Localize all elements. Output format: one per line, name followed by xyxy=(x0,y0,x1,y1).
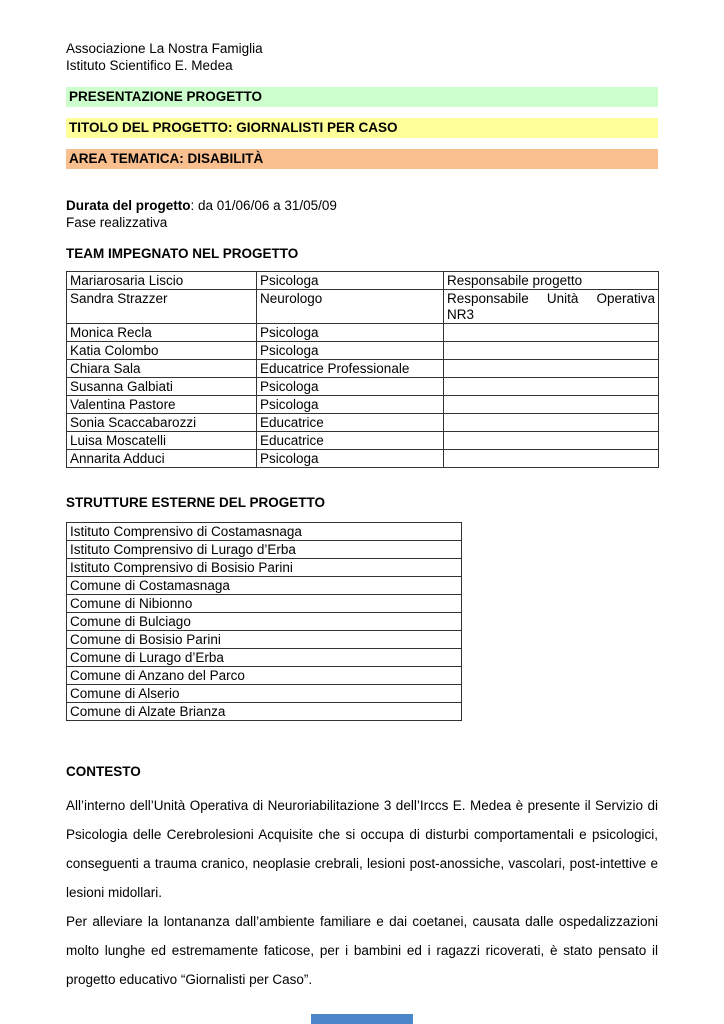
team-member-responsibility xyxy=(444,396,659,414)
team-member-role: Psicologa xyxy=(257,378,444,396)
team-section-title: TEAM IMPEGNATO NEL PROGETTO xyxy=(66,246,299,261)
context-paragraph: Per alleviare la lontananza dall’ambiente familiare e dai coetanei, causata dalle ospedalizzazioni molto lunghe ed estremamente faticose, per i bambini ed i ragazzi ricoverati, è stato pensato il progetto educativo “Giornalisti per Caso”. xyxy=(66,914,658,987)
team-member-responsibility xyxy=(444,378,659,396)
org-header xyxy=(66,40,658,74)
structure-row xyxy=(67,577,462,595)
team-member-responsibility xyxy=(444,360,659,378)
structure-name: Comune di Alzate Brianza xyxy=(67,703,462,721)
duration-value: : da 01/06/06 a 31/05/09 xyxy=(190,198,337,213)
structure-name: Istituto Comprensivo di Costamasnaga xyxy=(67,523,462,541)
structure-row xyxy=(67,631,462,649)
structure-name: Comune di Bulciago xyxy=(67,613,462,631)
team-member-responsibility xyxy=(444,342,659,360)
team-member-name: Susanna Galbiati xyxy=(67,378,257,396)
team-member-responsibility: Responsabile Unità Operativa NR3 xyxy=(444,290,659,324)
project-phase: Fase realizzativa xyxy=(66,215,168,230)
structure-row xyxy=(67,613,462,631)
banner-titolo: TITOLO DEL PROGETTO: GIORNALISTI PER CASO xyxy=(66,118,658,138)
structure-name: Comune di Anzano del Parco xyxy=(67,667,462,685)
org-name: Associazione La Nostra Famiglia xyxy=(66,41,263,56)
team-row xyxy=(67,432,659,450)
team-member-role: Educatrice xyxy=(257,432,444,450)
team-row xyxy=(67,450,659,468)
structure-row xyxy=(67,667,462,685)
team-member-role: Psicologa xyxy=(257,396,444,414)
structure-name: Istituto Comprensivo di Bosisio Parini xyxy=(67,559,462,577)
context-section-title: CONTESTO xyxy=(66,764,141,779)
structure-row xyxy=(67,559,462,577)
structure-row xyxy=(67,685,462,703)
team-member-name: Annarita Adduci xyxy=(67,450,257,468)
team-member-name: Mariarosaria Liscio xyxy=(67,272,257,290)
team-member-name: Monica Recla xyxy=(67,324,257,342)
structure-row xyxy=(67,541,462,559)
structure-name: Istituto Comprensivo di Lurago d’Erba xyxy=(67,541,462,559)
team-member-role: Educatrice xyxy=(257,414,444,432)
structure-name: Comune di Bosisio Parini xyxy=(67,631,462,649)
duration-label: Durata del progetto xyxy=(66,198,191,213)
structure-name: Comune di Alserio xyxy=(67,685,462,703)
page-progress-bar xyxy=(311,1014,413,1024)
team-member-responsibility xyxy=(444,450,659,468)
team-member-responsibility xyxy=(444,414,659,432)
team-member-role: Psicologa xyxy=(257,450,444,468)
team-member-role: Educatrice Professionale xyxy=(257,360,444,378)
team-member-role: Psicologa xyxy=(257,342,444,360)
project-duration xyxy=(66,197,658,214)
team-row xyxy=(67,360,659,378)
banner-area-tematica: AREA TEMATICA: DISABILITÀ xyxy=(66,149,658,169)
team-row xyxy=(67,324,659,342)
team-member-role: Neurologo xyxy=(257,290,444,324)
team-member-responsibility xyxy=(444,432,659,450)
team-member-name: Chiara Sala xyxy=(67,360,257,378)
team-member-name: Sandra Strazzer xyxy=(67,290,257,324)
team-row xyxy=(67,290,659,324)
structure-name: Comune di Nibionno xyxy=(67,595,462,613)
structure-name: Comune di Costamasnaga xyxy=(67,577,462,595)
banner-presentazione: PRESENTAZIONE PROGETTO xyxy=(66,87,658,107)
structure-row xyxy=(67,649,462,667)
team-row xyxy=(67,342,659,360)
team-member-role: Psicologa xyxy=(257,324,444,342)
team-table xyxy=(66,271,659,468)
team-row xyxy=(67,414,659,432)
team-row xyxy=(67,378,659,396)
structure-row xyxy=(67,523,462,541)
context-paragraph: All’interno dell’Unità Operativa di Neuroriabilitazione 3 dell’Irccs E. Medea è presente il Servizio di Psicologia delle Cerebrolesioni Acquisite che si occupa di disturbi comportamentali e psicologici, conseguenti a trauma cranico, neoplasie crebrali, lesioni post-anossiche, vascolari, post-intettive e lesioni midollari. xyxy=(66,798,658,900)
team-member-name: Valentina Pastore xyxy=(67,396,257,414)
context-body xyxy=(66,791,658,994)
team-member-role: Psicologa xyxy=(257,272,444,290)
structure-name: Comune di Lurago d’Erba xyxy=(67,649,462,667)
team-member-responsibility xyxy=(444,324,659,342)
team-member-name: Katia Colombo xyxy=(67,342,257,360)
team-member-responsibility: Responsabile progetto xyxy=(444,272,659,290)
structures-table xyxy=(66,522,462,721)
institute-name: Istituto Scientifico E. Medea xyxy=(66,58,233,73)
structures-section-title: STRUTTURE ESTERNE DEL PROGETTO xyxy=(66,495,326,510)
structure-row xyxy=(67,703,462,721)
team-member-name: Sonia Scaccabarozzi xyxy=(67,414,257,432)
team-row xyxy=(67,396,659,414)
team-member-name: Luisa Moscatelli xyxy=(67,432,257,450)
team-row xyxy=(67,272,659,290)
structure-row xyxy=(67,595,462,613)
